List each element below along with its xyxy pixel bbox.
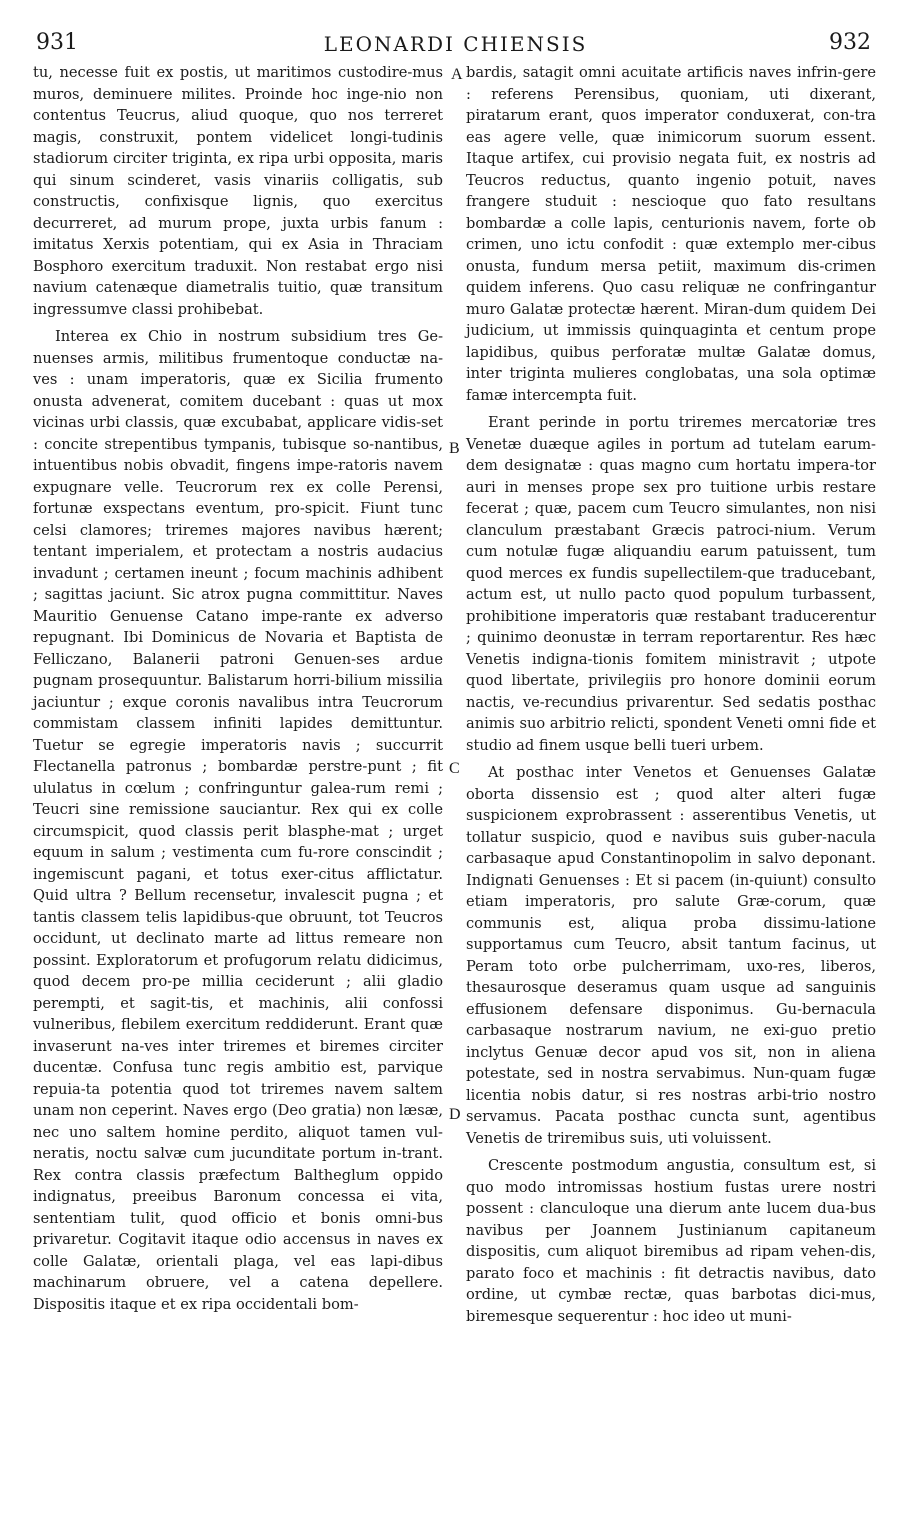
left-paragraph-1: tu, necesse fuit ex postis, ut maritimos custodire-mus muros, deminuere milites. Proinde hoc inge-nio non contentus Teucrus, aliud quoque, quo nos terreret magis, construxit, pontem videlicet longi-tudinis stadiorum circiter triginta, ex ripa urbi opposita, maris qui sinum scinderet, vasis vinariis colligatis, sub constructis, confixisque lignis, quo exercitus decurreret, ad murum prope, juxta urbis fanum : imitatus Xerxis potentiam, qui ex Asia in Thraciam Bosphoro exercitum traduxit. Non restabat ergo nisi navium catenæque diametralis tuitio, quæ transitum ingressumve classi prohibebat.	[33, 64, 443, 318]
right-paragraph-1: bardis, satagit omni acuitate artificis naves infrin-gere : referens Perensibus, quoniam, uti dixerant, piratarum erant, quos imperator conduxerat, con-tra eas agere velle, quæ inimicorum suorum essent. Itaque artifex, cui provisio negata fuit, ex nostris ad Teucros reductus, quanto ingenio potuit, naves frangere studuit : nescioque quo fato resultans bombardæ a colle lapis, centurionis navem, forte ob crimen, uno ictu confodit : quæ extemplo mer-cibus onusta, fundum mersa petiit, maximum dis-crimen quidem inferens. Quo casu reliquæ ne confringantur muro Galatæ protectæ hærent. Miran-dum quidem Dei judicium, ut immissis quinquaginta et centum prope lapidibus, quibus perforatæ multæ Galatæ domus, inter triginta mulieres conglobatas, una sola optimæ famæ intercempta fuit.	[466, 64, 876, 404]
right-page-number: 932	[829, 30, 871, 55]
margin-marker-b: B	[449, 440, 460, 457]
margin-marker-d: D	[449, 1106, 461, 1123]
right-paragraph-4: Crescente postmodum angustia, consultum est, si quo modo intromissas hostium fustas urere nostri possent : clanculoque una dierum ante lucem dua-bus navibus per Joannem Justinianum capitaneum dispositis, cum aliquot biremibus ad ripam vehen-dis, parato foco et machinis : fit detractis navibus, dato ordine, ut cymbæ rectæ, quas barbotas dici-mus, biremesque sequerentur : hoc ideo ut muni-	[466, 1157, 876, 1325]
margin-marker-c: C	[449, 760, 460, 777]
left-paragraph-2: Interea ex Chio in nostrum subsidium tres Ge-nuenses armis, militibus frumentoque conductæ na-ves : unam imperatoris, quæ ex Sicilia frumento onusta advenerat, comitem ducebant : quas ut mox vicinas urbi classis, quæ excubabat, applicare vidis-set : concite strepentibus tympanis, tubisque so-nantibus, intuentibus nobis obvadit, fingens impe-ratoris navem expugnare velle. Teucrorum rex ex colle Perensi, fortunæ exspectans eventum, pro-spicit. Fiunt tunc celsi clamores; triremes majores navibus hærent; tentant imperialem, et protectam a nostris audacius invadunt ; certamen ineunt ; focum machinis adhibent ; sagittas jaciunt. Sic atrox pugna committitur. Naves Mauritio Genuense Catano impe-rante ex adverso repugnant. Ibi Dominicus de Novaria et Baptista de Felliczano, Balanerii patroni Genuen-ses ardue pugnam prosequuntur. Balistarum horri-bilium missilia jaciuntur ; exque coronis navalibus intra Teucrorum commistam classem infiniti lapides demittuntur. Tuetur se egregie imperatoris navis ; succurrit Flectanella patronus ; bombardæ perstre-punt ; fit ululatus in cœlum ; confringuntur galea-rum remi ; Teucri sine remissione sauciantur. Rex qui ex colle circumspicit, quod classis perit blasphe-mat ; urget equum in salum ; vestimenta cum fu-rore conscindit ; ingemiscunt pagani, et totus exer-citus afflictatur. Quid ultra ? Bellum recensetur, invalescit pugna ; et tantis classem telis lapidibus-que obruunt, tot Teucros occidunt, ut declinato marte ad littus remeare non possint. Exploratorum et profugorum relatu didicimus, quod decem pro-pe millia ceciderunt ; alii gladio perempti, et sagit-tis, et machinis, alii confossi vulneribus, flebilem exercitum reddiderunt. Erant quæ invaserunt na-ves inter triremes et biremes circiter ducentæ. Confusa tunc regis ambitio est, parvique repuia-ta potentia quod tot triremes navem saltem unam non ceperint. Naves ergo (Deo gratia) non læsæ, nec uno saltem homine perdito, aliquot tamen vul-neratis, noctu salvæ cum jucunditate portum in-trant. Rex contra classis præfectum Baltheglum oppido indignatus, preeibus Baronum concessa ei vita, sententiam tulit, quod officio et bonis omni-bus privaretur. Cogitavit itaque odio accensus in naves ex colle Galatæ, orientali plaga, vel eas lapi-dibus machinarum obruere, vel a catena depellere. Dispositis itaque et ex ripa occidentali bom-	[33, 328, 443, 1313]
page-header	[0, 30, 911, 60]
running-title: LEONARDI CHIENSIS	[323, 32, 588, 56]
right-paragraph-3: At posthac inter Venetos et Genuenses Galatæ oborta dissensio est ; quod alter alteri fugæ suspicionem exprobrassent : asserentibus Venetis, ut tollatur suspicio, quod e navibus suis guber-nacula carbasaque apud Constantinopolim in salvo deponant. Indignati Genuenses : Et si pacem (in-quiunt) consulto etiam imperatoris, pro salute Græ-corum, quæ communis est, aliqua proba dissimu-latione supportamus cum Teucro, absit tantum facinus, ut Peram toto orbe pulcherrimam, uxo-res, liberos, thesaurosque deseramus quam usque ad sanguinis effusionem defensare disponimus. Gu-bernacula carbasaque nostrarum navium, ne exi-guo pretio inclytus Genuæ decor apud vos sit, non in aliena potestate, sed in nostra servabimus. Nun-quam fugæ licentia nobis datur, si res nostras arbi-trio nostro servamus. Pacata posthac cuncta sunt, agentibus Venetis de triremibus suis, uti voluissent.	[466, 764, 876, 1147]
left-page-number: 931	[36, 30, 78, 55]
right-column	[466, 62, 876, 1327]
margin-marker-a: A	[451, 66, 463, 83]
right-paragraph-2: Erant perinde in portu triremes mercatoriæ tres Venetæ duæque agiles in portum ad tutelam earum-dem designatæ : quas magno cum hortatu impera-tor auri in menses prope sex pro tuitione urbis restare fecerat ; quæ, pacem cum Teucro simulantes, non nisi clanculum præstabant Græcis patroci-nium. Verum cum notulæ fugæ aliquandiu earum patuissent, tum quod merces ex fundis supellectilem-que traducebant, actum est, ut nullo pacto quod populum turbassent, prohibitione imperatoris quæ restabant traducerentur ; quinimo deonustæ in terram reportarentur. Res hæc Venetis indigna-tionis fomitem ministravit ; utpote quod libertate, privilegiis pro honore dominii eorum nactis, ve-recundius privarentur. Sed sedatis posthac animis suo arbitrio relicti, spondent Veneti omni fide et studio ad finem usque belli tueri urbem.	[466, 414, 876, 754]
left-column	[33, 62, 443, 1315]
